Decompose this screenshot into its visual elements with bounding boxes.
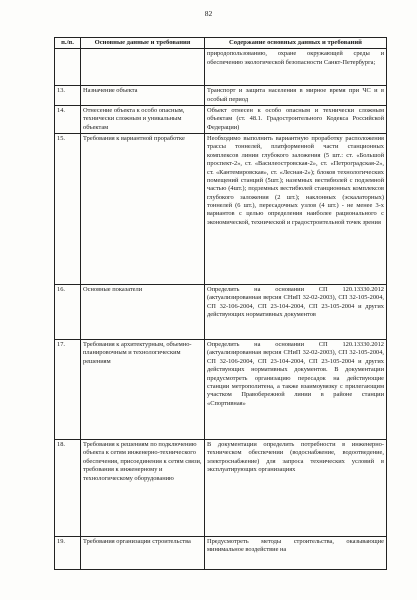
row-num: 13. <box>55 86 81 106</box>
row-num: 17. <box>55 340 81 440</box>
table-row <box>55 340 387 440</box>
row-content: Объект отнесен к особо опасным и технически сложным объектам (ст. 48.1. Градостроительного Кодекса Российской Федерации) <box>205 106 387 134</box>
header-num: п./п. <box>55 38 81 49</box>
row-content: Необходимо выполнить вариантную проработку расположения трассы тоннелей, платформенной части станционных комплексов линии глубокого заложения (5 шт.: ст. «Большой проспект-2», ст. «Василеостровская-2», ст. «Петроградская-2», ст. «Кантемировская», ст. «Лесная-2»); блоков технологических помещений станций (5шт.); наземных вестибюлей с подземной частью (4шт.); подземных вестибюлей станционных комплексов глубокого заложения (2 шт.); наклонных (эскалаторных) тоннелей (6 шт.), пересадочных узлов (4 шт.) - не менее 3-х вариантов с целью определения наиболее рационального с экономической, технической и градостроительной точек зрения <box>205 134 387 285</box>
row-name: Требования организации строительства <box>81 537 205 570</box>
table-row <box>55 106 387 134</box>
row-content: Транспорт и защита населения в мирное время при ЧС и в особый период <box>205 86 387 106</box>
header-content: Содержание основных данных и требований <box>205 38 387 49</box>
header-name: Основные данные и требования <box>81 38 205 49</box>
row-name: Основные показатели <box>81 285 205 340</box>
row-name: Назначение объекта <box>81 86 205 106</box>
table-row <box>55 537 387 570</box>
table-row <box>55 134 387 285</box>
row-content: природопользованию, охране окружающей среды и обеспечению экологической безопасности Санкт-Петербурга; <box>205 49 387 86</box>
row-content: В документации определить потребности в инженерно-техническом обеспечении (водоснабжение, водоотведение, электроснабжение) для запроса технических условий в эксплуатирующих организациях <box>205 440 387 537</box>
table-header-row <box>55 38 387 49</box>
row-name: Отнесение объекта к особо опасным, технически сложным и уникальным объектам <box>81 106 205 134</box>
row-num: 14. <box>55 106 81 134</box>
row-name: Требования к вариантной проработке <box>81 134 205 285</box>
row-name: Требования к решениям по подключению объекта к сетям инженерно-технического обеспечения, присоединения к сетям связи, требования к инженерному и технологическому оборудованию <box>81 440 205 537</box>
page-number: 82 <box>204 9 213 18</box>
row-num: 18. <box>55 440 81 537</box>
table-row <box>55 49 387 86</box>
table-row <box>55 86 387 106</box>
row-content: Определить на основании СП 120.13330.2012 (актуализированная версия СНиП 32-02-2003), СП 32-105-2004, СП 32-106-2004, СП 23-104-2004, СП 23-105-2004 и других действующих нормативных документов. В документации предусмотреть организацию пересадок на действующие станции метрополитена, а также взаимоувязку с прилегающим участком Правобережной линии в районе станции «Спортивная» <box>205 340 387 440</box>
row-num: 19. <box>55 537 81 570</box>
row-content: Предусмотреть методы строительства, оказывающие минимальное воздействие на <box>205 537 387 570</box>
row-num <box>55 49 81 86</box>
row-name: Требования к архитектурным, объемно-планировочным и технологическим решениям <box>81 340 205 440</box>
requirements-table <box>54 37 387 570</box>
row-content: Определить на основании СП 120.13330.2012 (актуализированная версия СНиП 32-02-2003), СП 32-105-2004, СП 32-106-2004, СП 23-104-2004, СП 23-105-2004 и других действующих нормативных документов <box>205 285 387 340</box>
row-num: 16. <box>55 285 81 340</box>
row-num: 15. <box>55 134 81 285</box>
table-row <box>55 285 387 340</box>
table-row <box>55 440 387 537</box>
row-name <box>81 49 205 86</box>
